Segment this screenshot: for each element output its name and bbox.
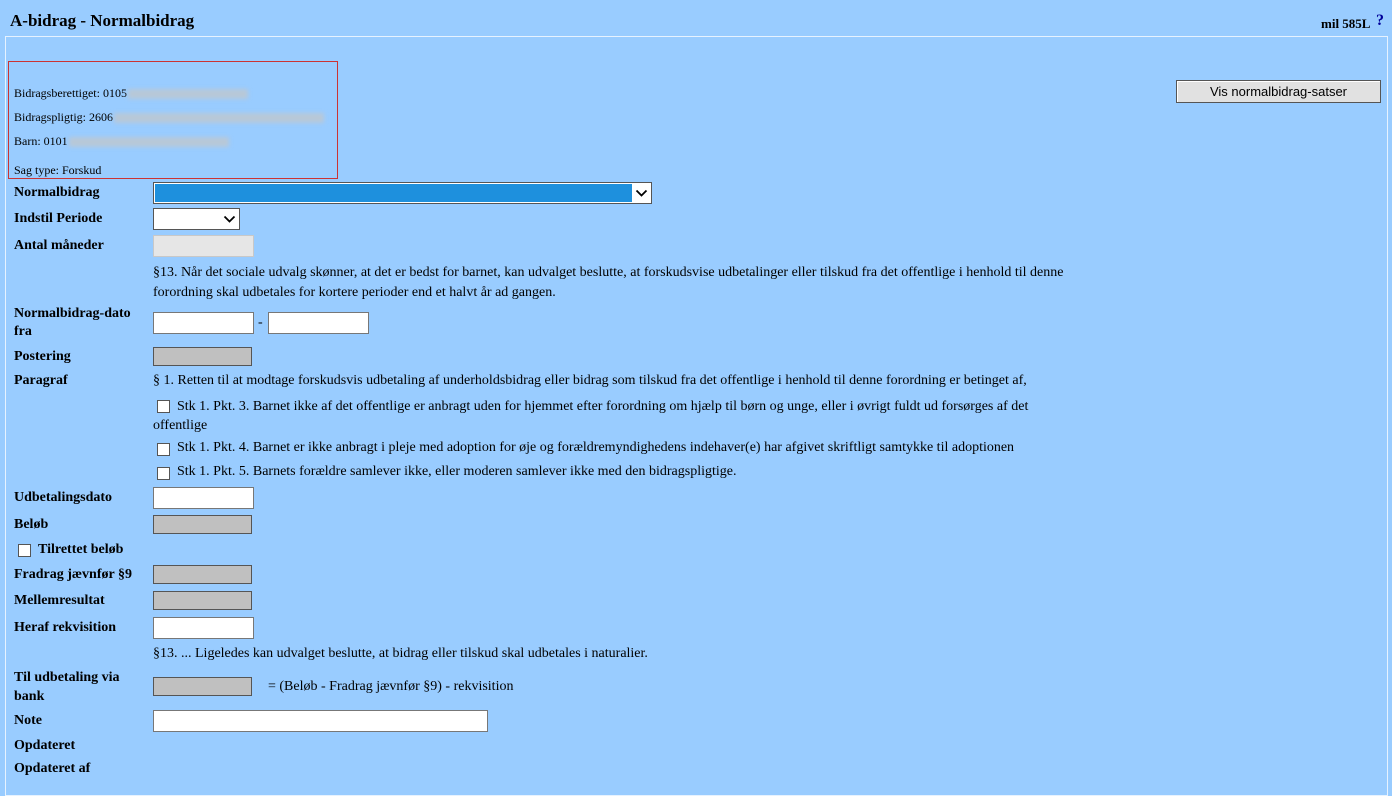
bidragsberettiget-text: Bidragsberettiget: 0105 <box>14 86 127 100</box>
screen-code: mil 585L <box>1321 16 1371 31</box>
help-icon[interactable]: ? <box>1376 12 1384 29</box>
redacted-block <box>114 113 324 123</box>
normalbidrag-dato-label <box>14 305 131 341</box>
udbetalingsdato-label: Udbetalingsdato <box>14 490 113 505</box>
barn-text: Barn: 0101 <box>14 134 68 148</box>
indstil-periode-select[interactable] <box>153 208 240 230</box>
redacted-block <box>69 137 229 147</box>
paragraph-13-line-1: §13. Når det sociale udvalg skønner, at det er bedst for barnet, kan udvalget beslutte, at forskudsvise udbetalinger eller tilskud fra det offentlige i henhold til denne <box>153 265 1064 280</box>
tilrettet-beloeb-label: Tilrettet beløb <box>38 542 124 557</box>
dato-fra-input[interactable] <box>153 312 254 334</box>
fradrag-label: Fradrag jævnfør §9 <box>14 567 132 582</box>
stk5-checkbox[interactable] <box>157 467 170 480</box>
normalbidrag-dato-label-line-2: fra <box>14 324 32 339</box>
antal-maaneder-input <box>153 235 254 257</box>
note-input[interactable] <box>153 710 488 732</box>
case-info-box <box>8 61 338 179</box>
chevron-down-icon <box>635 187 648 199</box>
til-udbetaling-field <box>153 677 252 696</box>
til-udbetaling-label <box>14 668 120 706</box>
indstil-periode-label: Indstil Periode <box>14 211 103 226</box>
heraf-rekvisition-label: Heraf rekvisition <box>14 620 117 635</box>
stk4-text: Stk 1. Pkt. 4. Barnet er ikke anbragt i pleje med adoption for øje og forældremyndighedens indehaver(e) har afgivet skriftligt samtykke til adoptionen <box>177 440 1015 455</box>
normalbidrag-dato-label-line-1: Normalbidrag-dato <box>14 306 131 321</box>
paragraf-label: Paragraf <box>14 373 68 388</box>
antal-maaneder-label: Antal måneder <box>14 238 104 253</box>
vis-normalbidrag-satser-button[interactable]: Vis normalbidrag-satser <box>1176 80 1381 103</box>
paragraph-13-line-2: forordning skal udbetales for kortere perioder end et halvt år ad gangen. <box>153 285 556 300</box>
formula-text: = (Beløb - Fradrag jævnfør §9) - rekvisition <box>268 679 514 694</box>
chevron-down-icon <box>223 213 236 225</box>
til-udbetaling-label-line-2: bank <box>14 689 45 704</box>
sag-type-text: Sag type: Forskud <box>14 163 102 177</box>
stk3-line-1: Stk 1. Pkt. 3. Barnet ikke af det offentlige er anbragt uden for hjemmet efter forordning om hjælp til børn og unge, eller i øvrigt fuldt ud forsørges af det <box>177 399 1029 414</box>
postering-field <box>153 347 252 366</box>
opdateret-label: Opdateret <box>14 738 76 753</box>
paragraph-1-text: § 1. Retten til at modtage forskudsvis udbetaling af underholdsbidrag eller bidrag som tilskud fra det offentlige i henhold til denne forordning er betinget af, <box>153 373 1027 388</box>
paragraph-13-text <box>153 263 1133 303</box>
stk3-line-2: offentlige <box>153 418 208 433</box>
stk5-text: Stk 1. Pkt. 5. Barnets forældre samlever ikke, eller moderen samlever ikke med den bidragspligtige. <box>177 464 737 479</box>
normalbidrag-select[interactable] <box>153 182 652 204</box>
mellemresultat-field <box>153 591 252 610</box>
mellemresultat-label: Mellemresultat <box>14 593 105 608</box>
barn-line <box>14 134 229 149</box>
tilrettet-beloeb-checkbox[interactable] <box>18 544 31 557</box>
udbetalingsdato-input[interactable] <box>153 487 254 509</box>
opdateret-af-label: Opdateret af <box>14 761 91 776</box>
beloeb-field <box>153 515 252 534</box>
stk3-text <box>153 397 1133 435</box>
beloeb-label: Beløb <box>14 517 49 532</box>
dato-til-input[interactable] <box>268 312 369 334</box>
bidragsberettiget-line <box>14 86 248 101</box>
redacted-block <box>128 89 248 99</box>
postering-label: Postering <box>14 349 71 364</box>
heraf-rekvisition-input[interactable] <box>153 617 254 639</box>
bidragspligtig-line <box>14 110 324 125</box>
page-title: A-bidrag - Normalbidrag <box>10 11 195 30</box>
fradrag-field <box>153 565 252 584</box>
stk4-checkbox[interactable] <box>157 443 170 456</box>
date-separator: - <box>258 315 263 330</box>
normalbidrag-label: Normalbidrag <box>14 185 100 200</box>
note-label: Note <box>14 713 42 728</box>
paragraph-13b-text: §13. ... Ligeledes kan udvalget beslutte, at bidrag eller tilskud skal udbetales i naturalier. <box>153 646 648 661</box>
selected-option-highlight <box>155 184 632 202</box>
til-udbetaling-label-line-1: Til udbetaling via <box>14 670 120 685</box>
bidragspligtig-text: Bidragspligtig: 2606 <box>14 110 113 124</box>
